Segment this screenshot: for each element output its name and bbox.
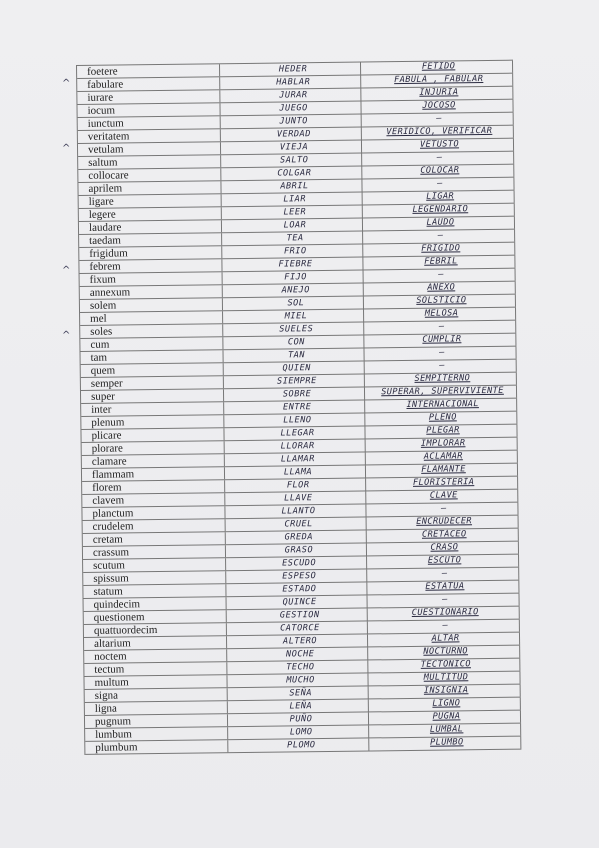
latin-word-cell: frigidum (79, 246, 222, 260)
derived-word-cell: JOCOSO (361, 100, 513, 114)
latin-word-cell: florem (82, 480, 225, 494)
spanish-word-cell: SUELES (223, 322, 364, 336)
latin-word-cell: altarium (84, 636, 227, 650)
derived-word-cell: MELOSA (364, 308, 516, 322)
latin-word-cell: plenum (81, 415, 224, 429)
derived-word-cell: PUGNA (369, 711, 521, 725)
derived-word-cell: ANEXO (364, 282, 516, 296)
spanish-word-cell: ESTADO (226, 582, 367, 596)
latin-word-cell: saltum (78, 155, 221, 169)
vocabulary-table (76, 60, 521, 755)
spanish-word-cell: PLOMO (228, 738, 369, 752)
derived-word-cell: — (368, 620, 520, 634)
derived-word-cell: FEBRIL (363, 256, 515, 270)
derived-word-cell: ESTATUA (367, 581, 519, 595)
latin-word-cell: crudelem (83, 519, 226, 533)
derived-word-cell: FABULA , FABULAR (361, 74, 513, 88)
margin-check-mark: ^ (62, 78, 71, 89)
latin-word-cell: fabulare (77, 77, 220, 91)
latin-word-cell: semper (81, 376, 224, 390)
latin-word-cell: veritatem (78, 129, 221, 143)
latin-word-cell: tectum (84, 662, 227, 676)
spanish-word-cell: TAN (223, 348, 364, 362)
latin-word-cell: flammam (82, 467, 225, 481)
spanish-word-cell: JUEGO (220, 102, 361, 116)
spanish-word-cell: ESPESO (226, 569, 367, 583)
latin-word-cell: plumbum (85, 740, 228, 754)
spanish-word-cell: LLAVE (225, 491, 366, 505)
spanish-word-cell: QUIEN (224, 361, 365, 375)
spanish-word-cell: VERDAD (221, 128, 362, 142)
derived-word-cell: CUMPLIR (364, 334, 516, 348)
derived-word-cell: LIGNO (369, 698, 521, 712)
latin-word-cell: collocare (78, 168, 221, 182)
latin-word-cell: vetulam (78, 142, 221, 156)
spanish-word-cell: LLENO (224, 413, 365, 427)
spanish-word-cell: LLANTO (225, 504, 366, 518)
spanish-word-cell: FIEBRE (222, 258, 363, 272)
derived-word-cell: PLUMBO (369, 737, 521, 751)
latin-word-cell: aprilem (78, 181, 221, 195)
latin-word-cell: annexum (80, 285, 223, 299)
latin-word-cell: inter (81, 402, 224, 416)
derived-word-cell: FRIGIDO (363, 243, 515, 257)
spanish-word-cell: SALTO (221, 154, 362, 168)
spanish-word-cell: LIAR (222, 193, 363, 207)
spanish-word-cell: LEER (222, 206, 363, 220)
latin-word-cell: laudare (79, 220, 222, 234)
latin-word-cell: quattuordecim (84, 623, 227, 637)
derived-word-cell: CLAVE (366, 490, 518, 504)
margin-check-mark: ^ (62, 143, 71, 154)
spanish-word-cell: LEÑA (228, 699, 369, 713)
spanish-word-cell: GREDA (226, 530, 367, 544)
latin-word-cell: iocum (77, 103, 220, 117)
derived-word-cell: — (365, 360, 517, 374)
spanish-word-cell: LLEGAR (224, 426, 365, 440)
derived-word-cell: FLORISTERÍA (366, 477, 518, 491)
latin-word-cell: solem (80, 298, 223, 312)
spanish-word-cell: LOAR (222, 219, 363, 233)
latin-word-cell: statum (83, 584, 226, 598)
latin-word-cell: tam (81, 350, 224, 364)
latin-word-cell: clavem (82, 493, 225, 507)
latin-word-cell: quem (81, 363, 224, 377)
spanish-word-cell: HEDER (220, 63, 361, 77)
latin-word-cell: plicare (81, 428, 224, 442)
latin-word-cell: lumbum (85, 727, 228, 741)
spanish-word-cell: TECHO (227, 660, 368, 674)
derived-word-cell: ENCRUDECER (367, 516, 519, 530)
derived-word-cell: MULTITUD (368, 672, 520, 686)
derived-word-cell: IMPLORAR (366, 438, 518, 452)
latin-word-cell: pugnum (85, 714, 228, 728)
spanish-word-cell: SOL (223, 297, 364, 311)
spanish-word-cell: LLORAR (225, 439, 366, 453)
spanish-word-cell: FRIO (222, 245, 363, 259)
latin-word-cell: fixum (80, 272, 223, 286)
derived-word-cell: ESCUTO (367, 555, 519, 569)
derived-word-cell: CUESTIONARIO (368, 607, 520, 621)
derived-word-cell: — (362, 113, 514, 127)
derived-word-cell: CRASO (367, 542, 519, 556)
latin-word-cell: iurare (77, 90, 220, 104)
spanish-word-cell: GESTION (227, 608, 368, 622)
spanish-word-cell: QUINCE (227, 595, 368, 609)
derived-word-cell: — (364, 269, 516, 283)
derived-word-cell: PLEGAR (365, 425, 517, 439)
derived-word-cell: INJURIA (361, 87, 513, 101)
spanish-word-cell: CRUEL (226, 517, 367, 531)
latin-word-cell: super (81, 389, 224, 403)
latin-word-cell: mel (80, 311, 223, 325)
derived-word-cell: — (364, 321, 516, 335)
derived-word-cell: — (364, 347, 516, 361)
spanish-word-cell: ALTERO (227, 634, 368, 648)
latin-word-cell: soles (80, 324, 223, 338)
latin-word-cell: iunctum (78, 116, 221, 130)
spanish-word-cell: SEÑA (228, 686, 369, 700)
spanish-word-cell: CON (223, 335, 364, 349)
spanish-word-cell: VIEJA (221, 141, 362, 155)
latin-word-cell: clamare (82, 454, 225, 468)
derived-word-cell: LEGENDARIO (363, 204, 515, 218)
derived-word-cell: — (362, 178, 514, 192)
spanish-word-cell: SOBRE (224, 387, 365, 401)
latin-word-cell: cum (80, 337, 223, 351)
spanish-word-cell: LLAMA (225, 465, 366, 479)
latin-word-cell: taedam (79, 233, 222, 247)
derived-word-cell: LAUDO (363, 217, 515, 231)
derived-word-cell: INTERNACIONAL (365, 399, 517, 413)
latin-word-cell: crassum (83, 545, 226, 559)
spanish-word-cell: JURAR (220, 89, 361, 103)
latin-word-cell: febrem (79, 259, 222, 273)
spanish-word-cell: HABLAR (220, 76, 361, 90)
latin-word-cell: planctum (82, 506, 225, 520)
latin-word-cell: foetere (77, 64, 220, 78)
latin-word-cell: ligna (85, 701, 228, 715)
derived-word-cell: SOLSTICIO (364, 295, 516, 309)
spanish-word-cell: MUCHO (227, 673, 368, 687)
derived-word-cell: — (363, 230, 515, 244)
spanish-word-cell: NOCHE (227, 647, 368, 661)
latin-word-cell: legere (79, 207, 222, 221)
spanish-word-cell: GRASO (226, 543, 367, 557)
margin-check-mark: ^ (62, 330, 71, 341)
latin-word-cell: noctem (84, 649, 227, 663)
derived-word-cell: COLOCAR (362, 165, 514, 179)
latin-word-cell: plorare (82, 441, 225, 455)
spanish-word-cell: ANEJO (223, 284, 364, 298)
spanish-word-cell: COLGAR (221, 167, 362, 181)
derived-word-cell: SUPERAR, SUPERVIVIENTE (365, 386, 517, 400)
latin-word-cell: spissum (83, 571, 226, 585)
derived-word-cell: — (362, 152, 514, 166)
derived-word-cell: ACLAMAR (366, 451, 518, 465)
spanish-word-cell: FIJO (223, 271, 364, 285)
derived-word-cell: PLENO (365, 412, 517, 426)
derived-word-cell: VERIDICO, VERIFICAR (362, 126, 514, 140)
latin-word-cell: quindecim (84, 597, 227, 611)
latin-word-cell: scutum (83, 558, 226, 572)
spanish-word-cell: SIEMPRE (224, 374, 365, 388)
spanish-word-cell: ENTRE (224, 400, 365, 414)
derived-word-cell: TECTÓNICO (368, 659, 520, 673)
latin-word-cell: ligare (79, 194, 222, 208)
derived-word-cell: — (366, 503, 518, 517)
spanish-word-cell: FLOR (225, 478, 366, 492)
derived-word-cell: LUMBAL (369, 724, 521, 738)
spanish-word-cell: LLAMAR (225, 452, 366, 466)
derived-word-cell: ALTAR (368, 633, 520, 647)
latin-word-cell: signa (85, 688, 228, 702)
derived-word-cell: VETUSTO (362, 139, 514, 153)
derived-word-cell: LIGAR (363, 191, 515, 205)
spanish-word-cell: JUNTO (221, 115, 362, 129)
derived-word-cell: NOCTURNO (368, 646, 520, 660)
derived-word-cell: FLAMANTE (366, 464, 518, 478)
latin-word-cell: multum (84, 675, 227, 689)
spanish-word-cell: LOMO (228, 725, 369, 739)
derived-word-cell: — (368, 594, 520, 608)
derived-word-cell: INSIGNIA (369, 685, 521, 699)
spanish-word-cell: ABRIL (221, 180, 362, 194)
spanish-word-cell: MIEL (223, 309, 364, 323)
spanish-word-cell: ESCUDO (226, 556, 367, 570)
derived-word-cell: SEMPITERNO (365, 373, 517, 387)
spanish-word-cell: CATORCE (227, 621, 368, 635)
derived-word-cell: CRETÁCEO (367, 529, 519, 543)
latin-word-cell: questionem (84, 610, 227, 624)
derived-word-cell: — (367, 568, 519, 582)
spanish-word-cell: PUÑO (228, 712, 369, 726)
derived-word-cell: FETIDO (361, 61, 513, 75)
latin-word-cell: cretam (83, 532, 226, 546)
margin-check-mark: ^ (62, 265, 71, 276)
spanish-word-cell: TEA (222, 232, 363, 246)
